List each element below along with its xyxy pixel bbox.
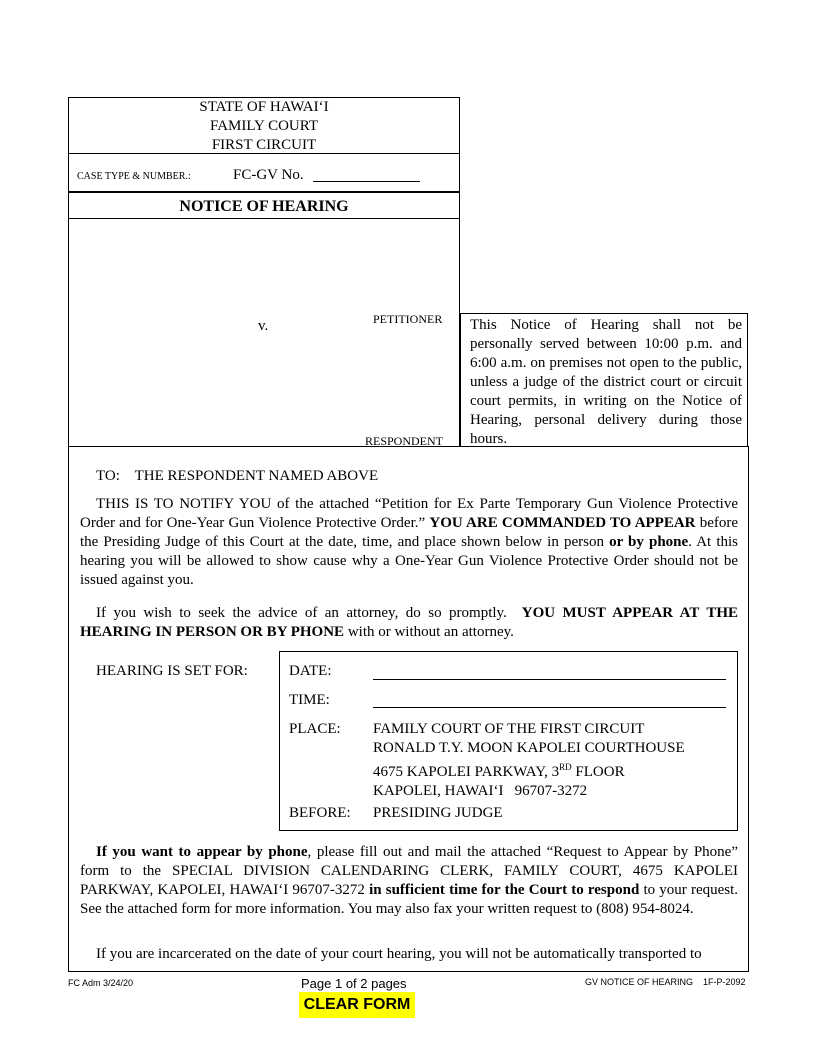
parties-left-border	[68, 218, 69, 446]
to-value: THE RESPONDENT NAMED ABOVE	[134, 468, 379, 484]
versus-label: v.	[258, 318, 269, 334]
place-line-2: RONALD T.Y. MOON KAPOLEI COURTHOUSE	[373, 740, 685, 756]
time-label: TIME:	[289, 692, 330, 708]
date-label: DATE:	[289, 663, 332, 679]
respondent-label: RESPONDENT	[365, 434, 444, 448]
circuit-name: FIRST CIRCUIT	[211, 137, 317, 153]
by-phone-text: or by phone	[609, 534, 689, 550]
incarcerated-text: If you are incarcerated on the date of your court hearing, you will not be automatically transported to	[96, 946, 702, 962]
to-line	[96, 467, 378, 486]
place-line-4: KAPOLEI, HAWAI‘I 96707-3272	[373, 783, 588, 799]
case-number-field[interactable]	[313, 166, 420, 182]
service-notice: This Notice of Hearing shall not be personally served between 10:00 p.m. and 6:00 a.m. on premises not open to the public, unless a judge of the district court or circuit court permits, in writing on the Notice of Hearing, personal delivery during those hours.	[470, 317, 742, 447]
clear-form-button[interactable]: CLEAR FORM	[299, 992, 415, 1018]
to-label: TO:	[96, 468, 120, 484]
attorney-text-c: with or without an attorney.	[347, 624, 514, 640]
place-label: PLACE:	[289, 721, 341, 737]
place-line-3	[373, 758, 685, 782]
page-info: Page 1 of 2 pages	[301, 976, 407, 991]
incarcerated-paragraph	[80, 945, 738, 964]
attorney-paragraph	[80, 604, 738, 642]
case-number-prefix: FC-GV No.	[233, 167, 304, 183]
attorney-text-a: If you wish to seek the advice of an attorney, do so promptly.	[96, 605, 507, 621]
date-field[interactable]	[373, 662, 726, 680]
petitioner-label: PETITIONER	[373, 312, 443, 326]
must-appear-text: YOU MUST APPEAR AT THE HEARING IN PERSON OR BY PHONE	[80, 605, 738, 640]
form-title: NOTICE OF HEARING	[179, 198, 349, 215]
court-header	[68, 98, 460, 155]
notify-text-e: . At this hearing you will be allowed to show cause why a One-Year Gun Violence Protective Order should not be issued against you.	[80, 534, 738, 588]
phone-text-d: to your request. See the attached form for more information. You may also fax your written request to (808) 954-8024.	[80, 882, 739, 917]
before-label: BEFORE:	[289, 805, 351, 821]
place-line-1: FAMILY COURT OF THE FIRST CIRCUIT	[373, 721, 645, 737]
phone-text-b: , please fill out and mail the attached “Request to Appear by Phone” form to the SPECIAL DIVISION CALENDARING CLERK, FAMILY COURT, 4675 KAPOLEI PARKWAY, KAPOLEI, HAWAI‘I 96707-3272	[80, 844, 738, 898]
place-line-3-ordinal: RD	[559, 762, 572, 772]
state-name: STATE OF HAWAI‘I	[199, 99, 329, 115]
hearing-set-for-label: HEARING IS SET FOR:	[96, 663, 248, 679]
footer-form-id-left: FC Adm 3/24/20	[68, 978, 134, 988]
notify-text-c: before the Presiding Judge of this Court at the date, time, and place shown below in person	[80, 515, 739, 550]
footer-form-id-right: GV NOTICE OF HEARING 1F-P-2092	[585, 977, 746, 987]
before-value: PRESIDING JUDGE	[373, 805, 503, 821]
phone-paragraph	[80, 843, 738, 919]
time-field[interactable]	[373, 690, 726, 708]
place-address	[373, 720, 685, 801]
appear-by-phone-text: If you want to appear by phone	[96, 844, 308, 860]
commanded-to-appear: YOU ARE COMMANDED TO APPEAR	[429, 515, 696, 531]
case-number-label: CASE TYPE & NUMBER.:	[77, 171, 191, 182]
sufficient-time-text: in sufficient time for the Court to respond	[369, 882, 640, 898]
notify-paragraph	[80, 495, 738, 590]
place-line-3-floor: FLOOR	[571, 764, 625, 780]
place-line-3-street: 4675 KAPOLEI PARKWAY, 3	[373, 764, 560, 780]
notify-text-a: THIS IS TO NOTIFY YOU of the attached “Petition for Ex Parte Temporary Gun Violence Protective Order and for One-Year Gun Violence Protective Order.”	[80, 496, 738, 531]
court-name: FAMILY COURT	[209, 118, 319, 134]
